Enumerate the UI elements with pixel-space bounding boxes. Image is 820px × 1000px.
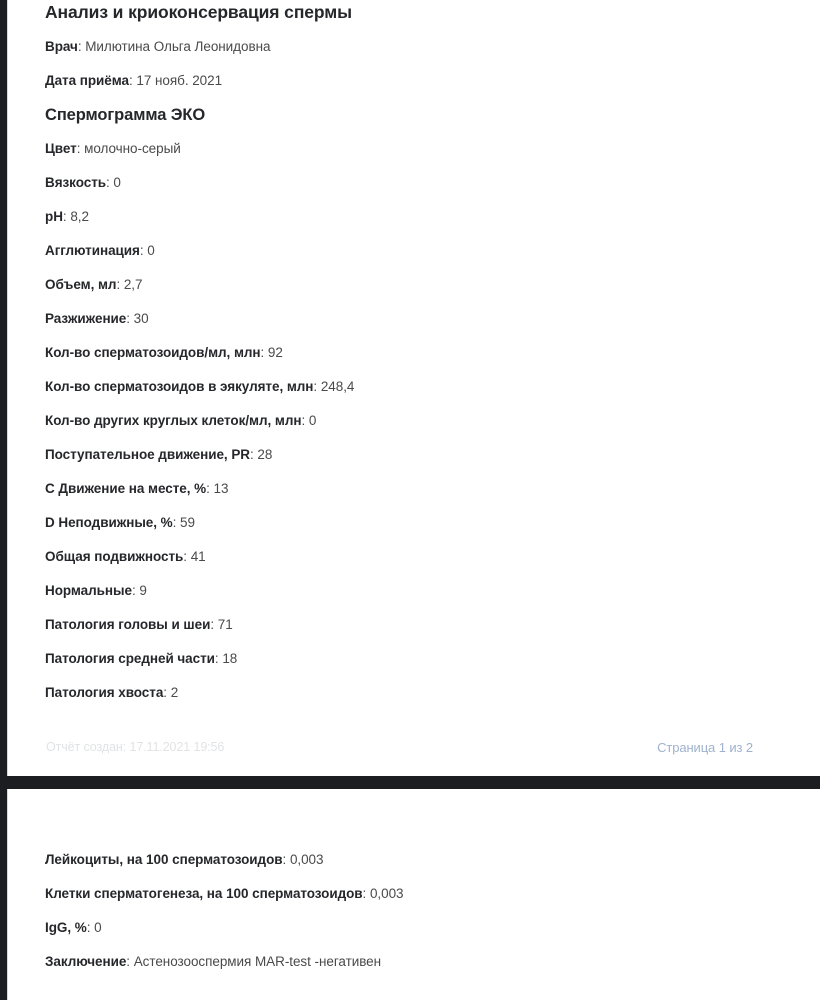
field-separator: : [172,515,181,530]
field-row [45,506,794,540]
field-separator: : [126,954,134,969]
field-separator: : [77,39,86,54]
field-value: 30 [133,311,149,326]
field-label: C Движение на месте, % [45,481,207,496]
field-value: 248,4 [320,379,355,394]
field-row [45,336,794,370]
field-separator: : [163,685,171,700]
field-value: Милютина Ольга Леонидовна [85,39,271,54]
field-label: Лейкоциты, на 100 сперматозоидов [45,852,283,867]
field-value: 59 [180,515,195,530]
field-label: Заключение [45,954,127,969]
field-label: Объем, мл [45,277,117,292]
field-separator: : [76,141,85,156]
field-value: 9 [139,583,147,598]
field-row [45,676,794,710]
field-label: Кол-во сперматозоидов/мл, млн [45,345,261,360]
field-separator: : [301,413,309,428]
field-separator: : [210,617,218,632]
field-label: pH [45,209,63,224]
field-value: 28 [257,447,273,462]
field-label: Кол-во сперматозоидов в эякуляте, млн [45,379,314,394]
field-row [45,877,794,911]
field-value: 8,2 [70,209,89,224]
document-page-1 [7,0,820,776]
field-row [45,438,794,472]
field-label: D Неподвижные, % [45,515,173,530]
field-value: 2 [170,685,179,700]
field-label: Врач [45,39,78,54]
field-separator: : [131,583,140,598]
field-label: Патология средней части [45,651,215,666]
field-value: 2,7 [123,277,143,292]
field-label: Агглютинация [45,243,140,258]
field-value: молочно-серый [84,141,181,156]
field-separator: : [214,651,223,666]
field-value: 0,003 [289,852,324,867]
field-row [45,472,794,506]
field-row [45,234,794,268]
field-label: Дата приёма [45,73,129,88]
page-2-content [8,789,820,979]
field-row [45,843,794,877]
field-label: IgG, % [45,920,87,935]
field-row [45,166,794,200]
field-value: 0 [113,175,121,190]
field-label: Разжижение [45,311,127,326]
field-separator: : [86,920,95,935]
field-separator: : [116,277,124,292]
field-label: Клетки сперматогенеза, на 100 сперматозоидов [45,886,363,901]
field-label: Поступательное движение, PR [45,447,250,462]
field-separator: : [183,549,191,564]
field-row [45,608,794,642]
page-1-content [8,0,820,710]
field-row [45,642,794,676]
field-separator: : [106,175,114,190]
field-value: Астенозооспермия MAR-test -негативен [133,954,382,969]
field-row [45,404,794,438]
field-separator: : [313,379,321,394]
field-label: Цвет [45,141,77,156]
field-value: 0 [147,243,155,258]
field-row [45,540,794,574]
field-separator: : [62,209,71,224]
field-row [45,268,794,302]
document-page-2 [7,789,820,1000]
field-separator: : [282,852,290,867]
field-separator: : [139,243,148,258]
field-label: Вязкость [45,175,107,190]
field-value: 92 [267,345,283,360]
field-value: 41 [190,549,206,564]
field-label: Нормальные [45,583,132,598]
field-row [45,574,794,608]
field-row [45,30,794,64]
field-value: 18 [222,651,238,666]
field-value: 17 нояб. 2021 [136,73,223,88]
field-separator: : [250,447,258,462]
page-number-indicator: Страница 1 из 2 [657,739,753,755]
field-value: 0 [308,413,317,428]
field-row [45,64,794,98]
field-label: Кол-во других круглых клеток/мл, млн [45,413,302,428]
field-separator: : [362,886,370,901]
field-value: 13 [213,481,229,496]
section-title-spermogram: Спермограмма ЭКО [45,106,206,124]
report-generated-timestamp: Отчёт создан: 17.11.2021 19:56 [46,740,225,754]
field-value: 0,003 [369,886,404,901]
field-label: Патология головы и шеи [45,617,211,632]
field-value: 71 [217,617,233,632]
field-row [45,200,794,234]
field-value: 0 [94,920,102,935]
field-separator: : [206,481,214,496]
field-label: Патология хвоста [45,685,164,700]
field-row [45,370,794,404]
header-field-list [45,30,794,98]
field-label: Общая подвижность [45,549,184,564]
field-row [45,132,794,166]
field-separator: : [126,311,134,326]
field-row [45,911,794,945]
field-row [45,302,794,336]
page-1-footer [9,718,820,776]
field-row [45,945,794,979]
result-field-list [45,843,794,979]
result-field-list [45,132,794,710]
field-separator: : [260,345,268,360]
field-separator: : [128,73,137,88]
page-title: Анализ и криоконсервация спермы [45,2,352,22]
